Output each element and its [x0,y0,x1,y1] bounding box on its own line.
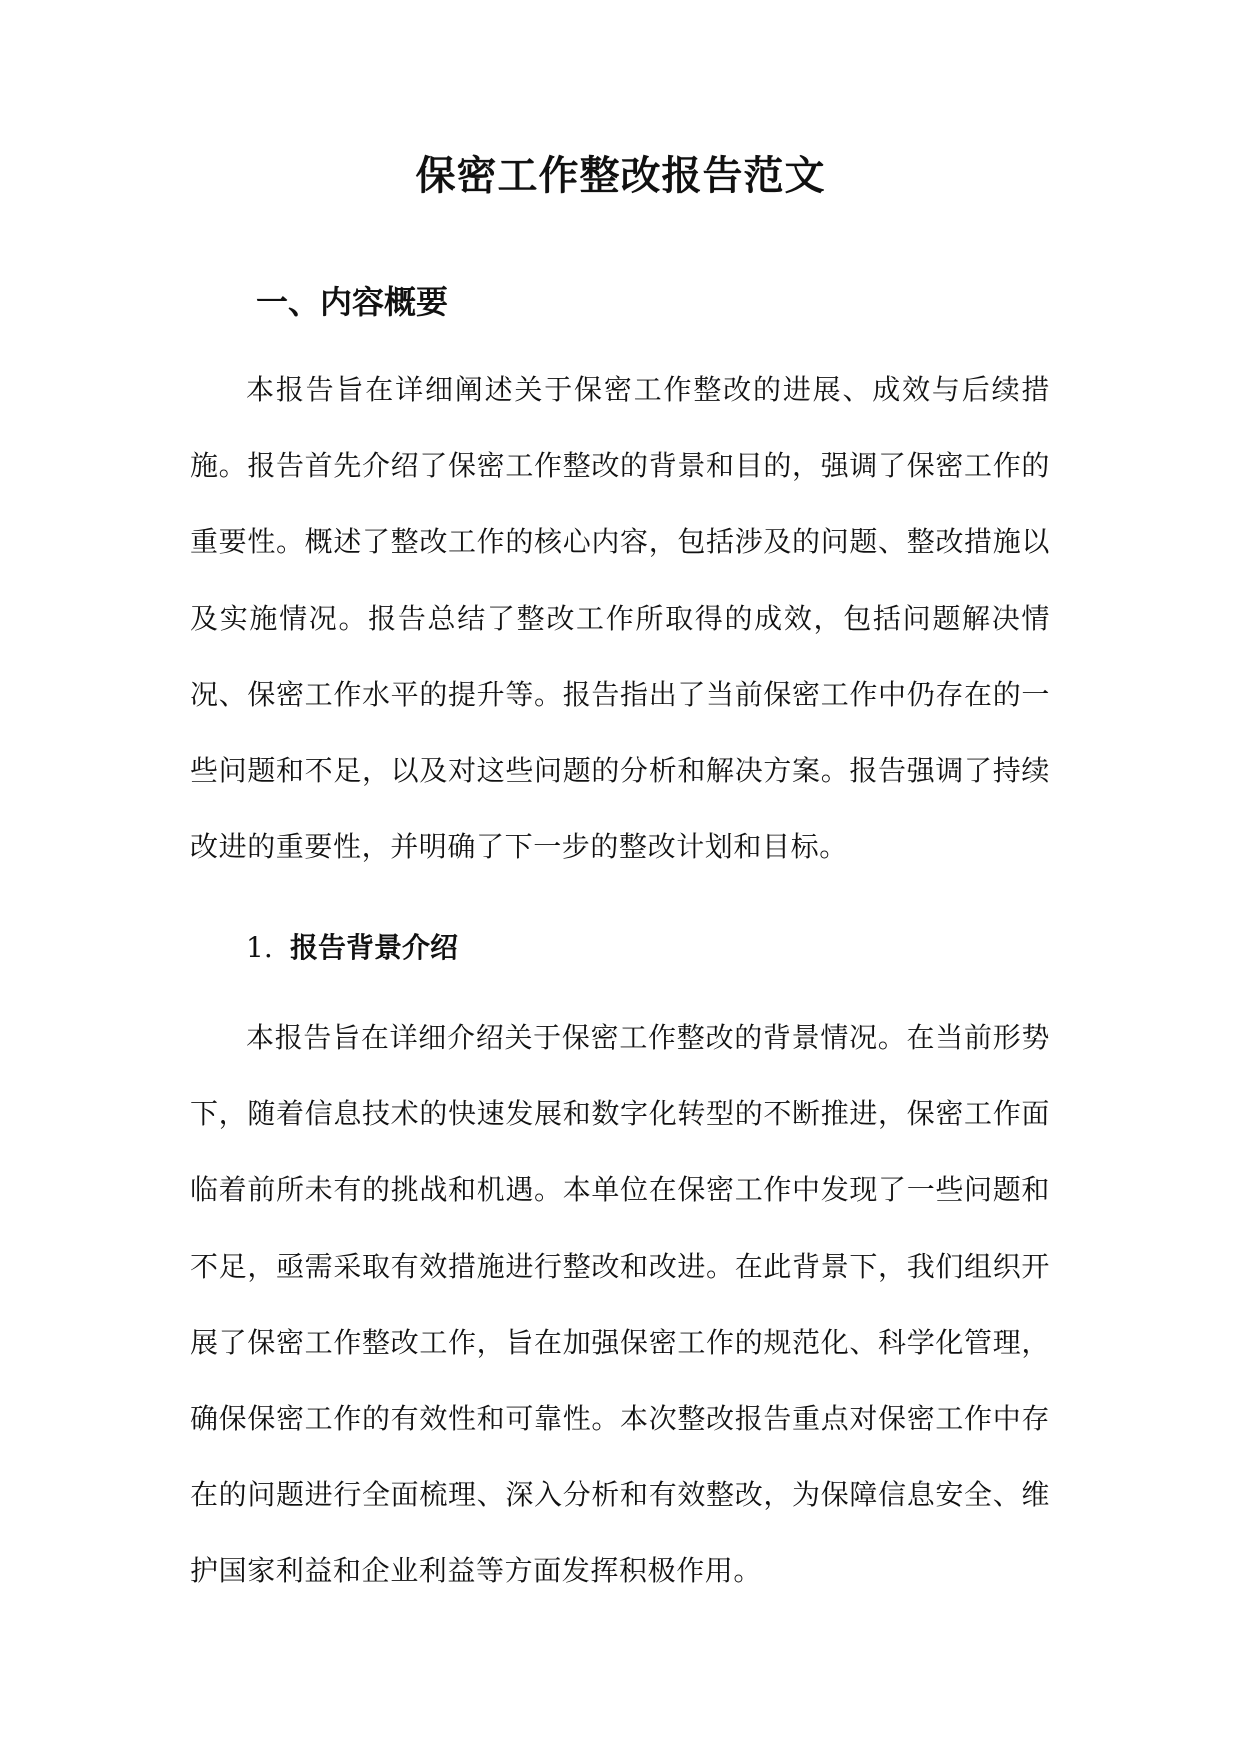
subsection-title: 报告背景介绍 [290,931,459,964]
subsection-number: 1. [246,931,273,964]
subsection-heading-background [246,928,458,968]
document-title: 保密工作整改报告范文 [415,152,826,199]
background-paragraph: 本报告旨在详细介绍关于保密工作整改的背景情况。在当前形势下，随着信息技术的快速发展和数字化转型的不断推进，保密工作面临着前所未有的挑战和机遇。本单位在保密工作中发现了一些问题和不足，亟需采取有效措施进行整改和改进。在此背景下，我们组织开展了保密工作整改工作，旨在加强保密工作的规范化、科学化管理，确保保密工作的有效性和可靠性。本次整改报告重点对保密工作中存在的问题进行全面梳理、深入分析和有效整改，为保障信息安全、维护国家利益和企业利益等方面发挥积极作用。 [190,1021,1050,1588]
section-heading-summary: 一、内容概要 [256,283,449,321]
summary-paragraph: 本报告旨在详细阐述关于保密工作整改的进展、成效与后续措施。报告首先介绍了保密工作整改的背景和目的，强调了保密工作的重要性。概述了整改工作的核心内容，包括涉及的问题、整改措施以及实施情况。报告总结了整改工作所取得的成效，包括问题解决情况、保密工作水平的提升等。报告指出了当前保密工作中仍存在的一些问题和不足，以及对这些问题的分析和解决方案。报告强调了持续改进的重要性，并明确了下一步的整改计划和目标。 [190,373,1050,864]
